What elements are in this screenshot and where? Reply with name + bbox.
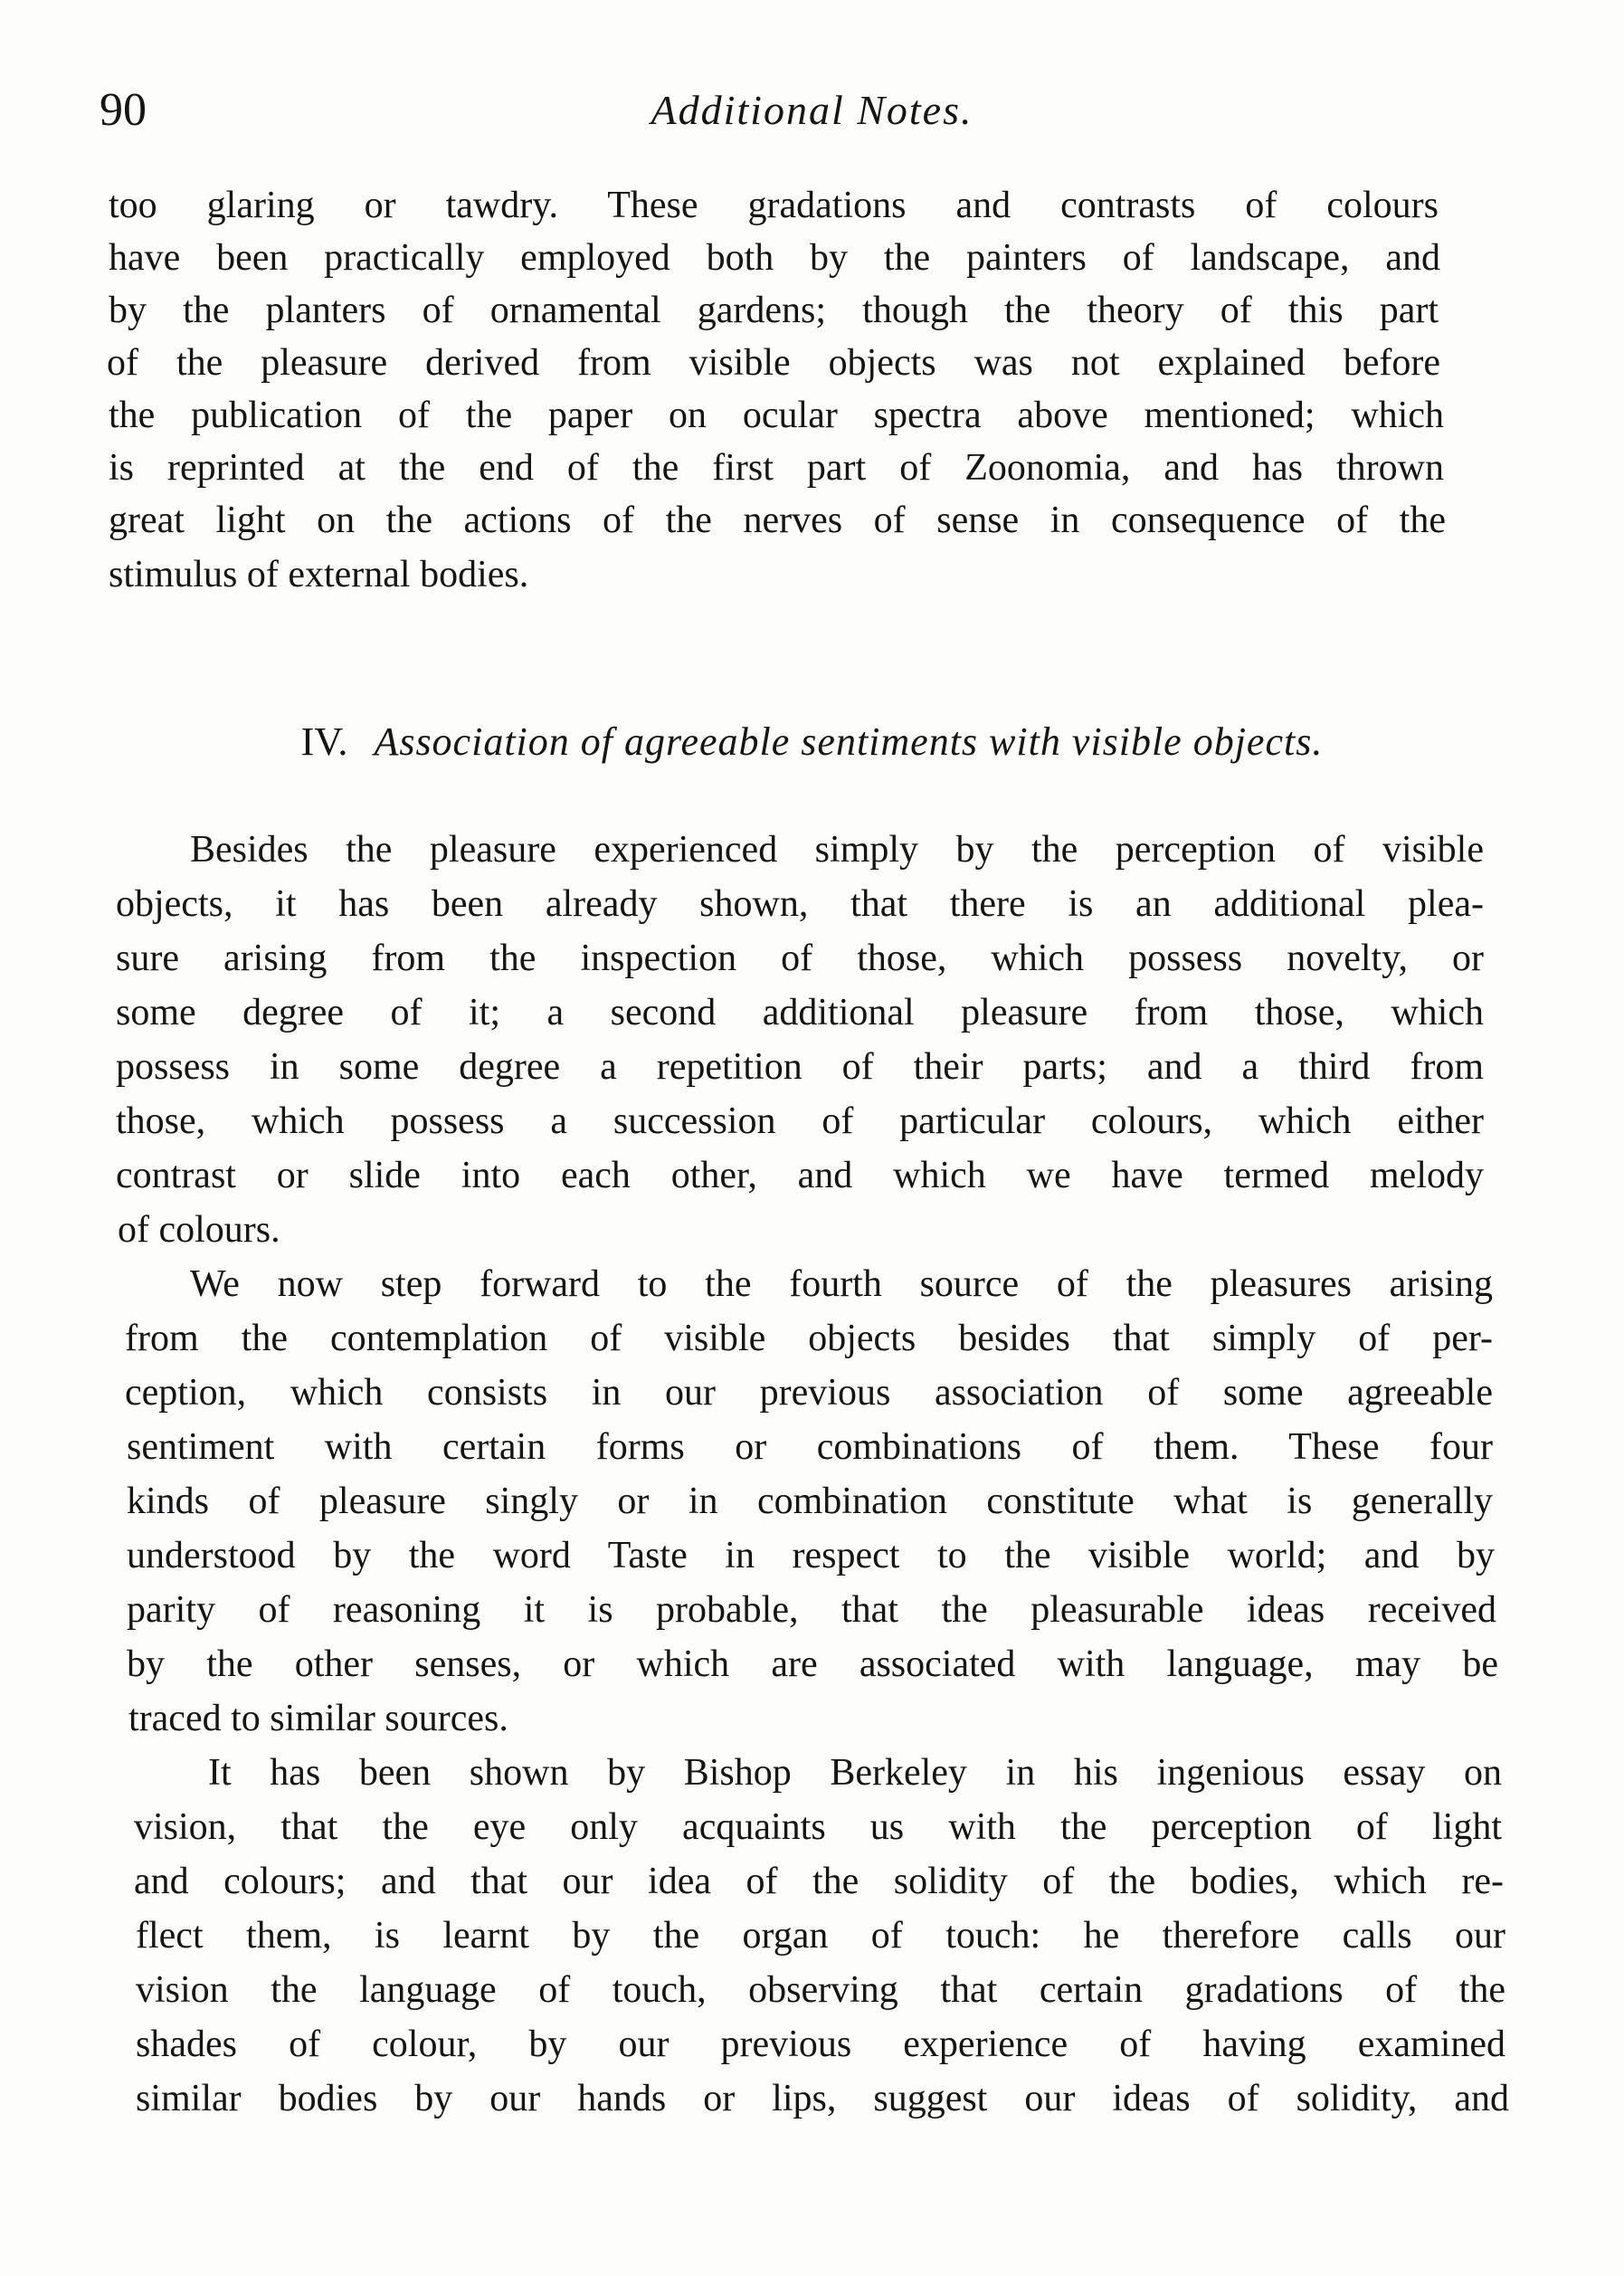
text-line: possess in some degree a repetition of their parts; and a third from [116,1046,1484,1088]
text-line: traced to similar sources. [128,1698,508,1739]
text-line: objects, it has been already shown, that there is an additional plea- [116,883,1484,925]
text-line: sure arising from the inspection of those, which possess novelty, or [116,938,1484,979]
text-line: contrast or slide into each other, and which we have termed melody [116,1155,1484,1196]
page-number: 90 [100,84,147,136]
text-line: too glaring or tawdry. These gradations and contrasts of colours [109,185,1439,226]
text-line: and colours; and that our idea of the solidity of the bodies, which re- [134,1861,1504,1902]
text-line: similar bodies by our hands or lips, suggest our ideas of solidity, and [136,2078,1509,2119]
text-line: sentiment with certain forms or combinations of them. These four [127,1426,1493,1468]
text-line: flect them, is learnt by the organ of touch: he therefore calls our [136,1915,1505,1957]
text-line: We now step forward to the fourth source of the pleasures arising [190,1263,1493,1305]
text-line: stimulus of external bodies. [109,554,529,595]
text-line: ception, which consists in our previous association of some agreeable [125,1372,1493,1414]
text-line: It has been shown by Bishop Berkeley in his ingenious essay on [208,1752,1502,1794]
text-line: vision, that the eye only acquaints us with the perception of light [134,1806,1502,1848]
text-line: is reprinted at the end of the first part of Zoonomia, and has thrown [109,447,1444,489]
text-line: some degree of it; a second additional pleasure from those, which [116,992,1484,1033]
section-title: Association of agreeable sentiments with visible objects. [374,719,1324,764]
text-line: of the pleasure derived from visible objects was not explained before [107,342,1440,384]
text-line: great light on the actions of the nerves of sense in consequence of the [109,500,1446,541]
running-title: Additional Notes. [651,87,973,133]
section-heading [0,717,1624,767]
text-line: by the other senses, or which are associated with language, may be [127,1643,1498,1685]
text-line: those, which possess a succession of particular colours, which either [116,1100,1484,1142]
text-line: of colours. [118,1209,280,1251]
text-line: by the planters of ornamental gardens; though the theory of this part [109,290,1439,331]
text-line: shades of colour, by our previous experience of having examined [136,2024,1505,2065]
text-line: parity of reasoning it is probable, that the pleasurable ideas received [127,1589,1496,1631]
text-line: vision the language of touch, observing that certain gradations of the [136,1969,1505,2011]
text-line: have been practically employed both by the painters of landscape, and [109,237,1440,279]
text-line: the publication of the paper on ocular spectra above mentioned; which [109,395,1444,436]
text-line: understood by the word Taste in respect to the visible world; and by [127,1535,1495,1576]
section-number: IV. [300,719,348,764]
text-line: from the contemplation of visible objects besides that simply of per- [125,1318,1493,1359]
text-line: kinds of pleasure singly or in combination constitute what is generally [127,1481,1493,1522]
text-line: Besides the pleasure experienced simply by the perception of visible [190,829,1484,871]
